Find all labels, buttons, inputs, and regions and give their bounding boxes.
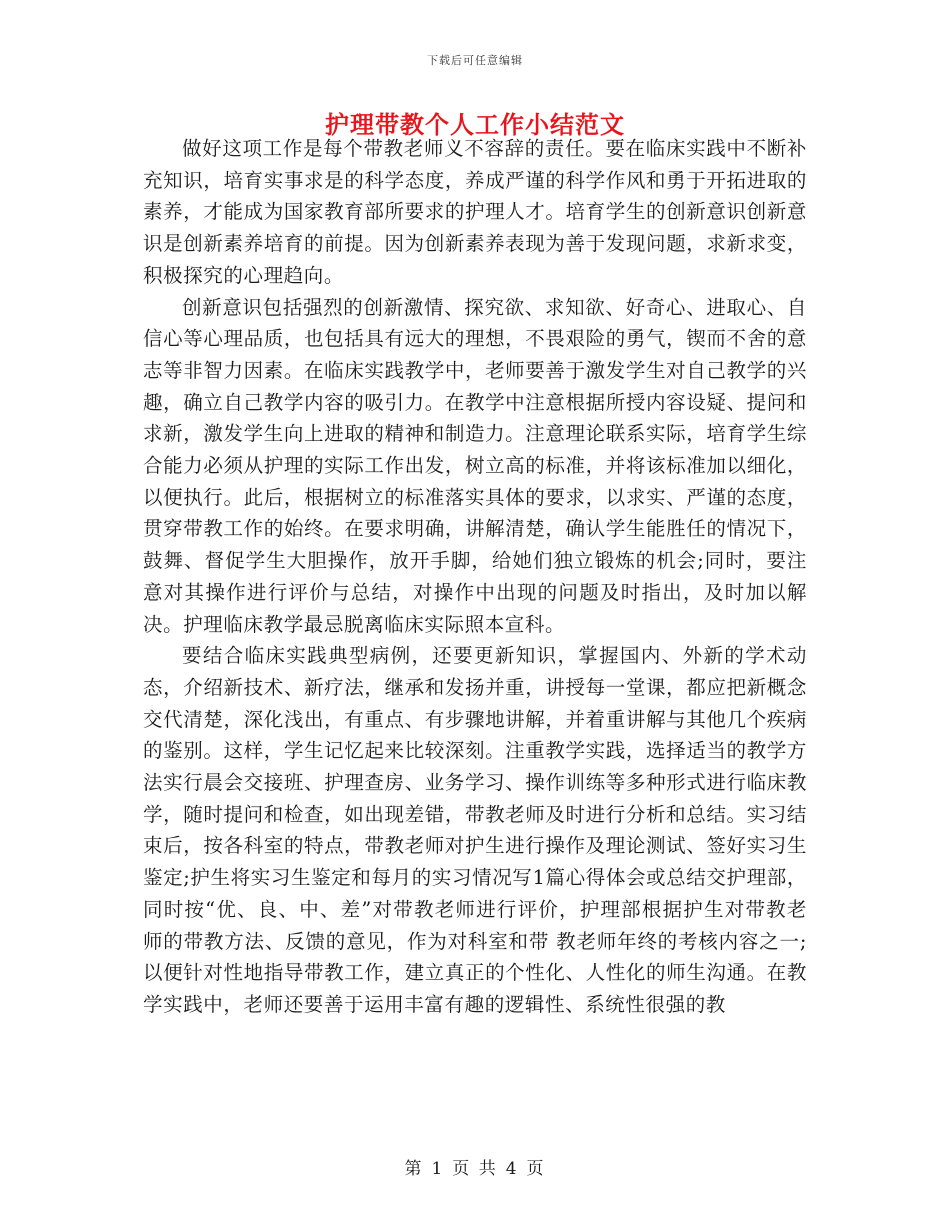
paragraph: 做好这项工作是每个带教老师义不容辞的责任。要在临床实践中不断补充知识，培育实事求是的科学态度，养成严谨的科学作风和勇于开拓进取的素养，才能成为国家教育部所要求的护理人才。培育学生的创新意识创新意识是创新素养培育的前提。因为创新素养表现为善于发现问题，求新求变，积极探究的心理趋向。 [143, 137, 807, 287]
total-pages-number: 4 [505, 1159, 519, 1179]
page-footer [0, 1154, 950, 1179]
document-title: 护理带教个人工作小结范文 [325, 110, 625, 139]
document-body [143, 133, 807, 1021]
paragraph: 要结合临床实践典型病例，还要更新知识，掌握国内、外新的学术动态，介绍新技术、新疗法，继承和发扬并重，讲授每一堂课，都应把新概念交代清楚，深化浅出，有重点、有步骤地讲解，并着重讲解与其他几个疾病的鉴别。这样，学生记忆起来比较深刻。注重教学实践，选择适当的教学方法实行晨会交接班、护理查房、业务学习、操作训练等多种形式进行临床教学，随时提问和检查，如出现差错，带教老师及时进行分析和总结。实习结束后，按各科室的特点，带教老师对护生进行操作及理论测试、签好实习生鉴定;护生将实习生鉴定和每月的实习情况写1篇心得体会或总结交护理部，同时按“优、良、中、差”对带教老师进行评价，护理部根据护生对带教老师的带教方法、反馈的意见，作为对科室和带 教老师年终的考核内容之一;以便针对性地指导带教工作，建立真正的个性化、人性化的师生沟通。在教学实践中，老师还要善于运用丰富有趣的逻辑性、系统性很强的教 [143, 644, 807, 1016]
current-page-number: 1 [431, 1159, 445, 1179]
page-label-prefix: 第 [404, 1159, 424, 1179]
header-note: 下载后可任意编辑 [427, 54, 523, 67]
page-label-mid: 页 共 [452, 1159, 498, 1179]
page-label-suffix: 页 [526, 1159, 546, 1179]
paragraph: 创新意识包括强烈的创新激情、探究欲、求知欲、好奇心、进取心、自信心等心理品质，也包括具有远大的理想，不畏艰险的勇气，锲而不舍的意志等非智力因素。在临床实践教学中，老师要善于激发学生对自己教学的兴趣，确立自己教学内容的吸引力。在教学中注意根据所授内容设疑、提问和求新，激发学生向上进取的精神和制造力。注意理论联系实际，培育学生综合能力必须从护理的实际工作出发，树立高的标准，并将该标准加以细化，以便执行。此后，根据树立的标准落实具体的要求，以求实、严谨的态度，贯穿带教工作的始终。在要求明确，讲解清楚，确认学生能胜任的情况下，鼓舞、督促学生大胆操作，放开手脚，给她们独立锻炼的机会;同时，要注意对其操作进行评价与总结，对操作中出现的问题及时指出，及时加以解决。护理临床教学最忌脱离临床实际照本宣科。 [143, 295, 807, 636]
